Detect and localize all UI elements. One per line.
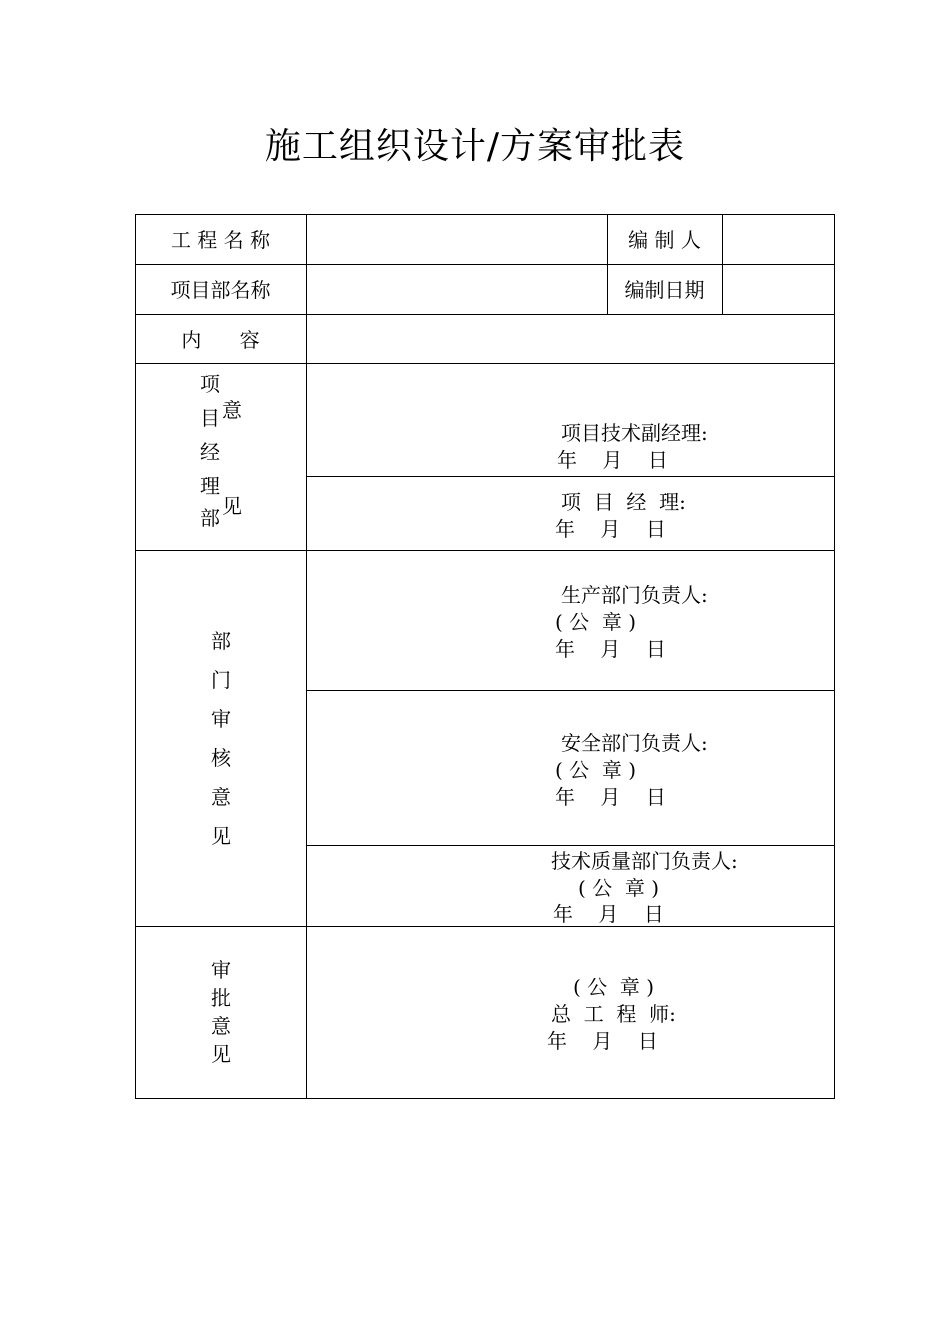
label-char: 目: [200, 406, 220, 430]
page-title: 施工组织设计/方案审批表: [264, 126, 686, 167]
label-char: 核: [211, 746, 231, 770]
project-name-label: 工 程 名 称: [170, 228, 271, 252]
table-border-bottom: [135, 1098, 835, 1099]
safety-head-label: 安全部门负责人:: [561, 731, 708, 755]
date-line: 年 月 日: [557, 448, 668, 472]
dept-name-field[interactable]: [307, 265, 607, 314]
label-char: 见: [211, 1042, 231, 1066]
date-line: 年 月 日: [555, 785, 666, 809]
label-char: 见: [222, 494, 242, 518]
compiler-field[interactable]: [723, 215, 834, 264]
dept-name-label: 项目部名称: [170, 278, 271, 302]
seal-label: ( 公 章 ): [573, 975, 655, 999]
content-field[interactable]: [307, 315, 834, 363]
project-name-field[interactable]: [307, 215, 607, 264]
date-line: 年 月 日: [553, 902, 664, 926]
label-char: 见: [211, 824, 231, 848]
production-head-label: 生产部门负责人:: [561, 583, 708, 607]
label-char: 意: [211, 785, 231, 809]
seal-label: ( 公 章 ): [555, 610, 637, 634]
label-char: 审: [211, 707, 231, 731]
label-char: 经: [200, 440, 220, 464]
label-char: 部: [211, 629, 231, 653]
label-char: 门: [211, 668, 231, 692]
tech-deputy-signature-label: 项目技术副经理:: [561, 421, 708, 445]
content-label: 内 容: [181, 328, 260, 352]
compile-date-field[interactable]: [723, 265, 834, 314]
date-line: 年 月 日: [547, 1029, 658, 1053]
label-char: 项: [200, 372, 220, 396]
table-border-right: [834, 214, 835, 1099]
compile-date-label: 编制日期: [624, 278, 705, 302]
date-line: 年 月 日: [555, 517, 666, 541]
date-line: 年 月 日: [555, 637, 666, 661]
label-char: 理: [200, 474, 220, 498]
label-char: 审: [211, 958, 231, 982]
label-char: 部: [200, 506, 220, 530]
seal-label: ( 公 章 ): [555, 758, 637, 782]
compiler-label: 编 制 人: [628, 228, 701, 252]
quality-head-label: 技术质量部门负责人:: [551, 849, 738, 873]
label-char: 意: [222, 398, 242, 422]
chief-engineer-label: 总 工 程 师:: [551, 1002, 676, 1026]
seal-label: ( 公 章 ): [578, 876, 660, 900]
row-divider: [306, 476, 835, 477]
label-char: 批: [211, 986, 231, 1010]
pm-signature-label: 项 目 经 理:: [561, 490, 686, 514]
label-char: 意: [211, 1014, 231, 1038]
